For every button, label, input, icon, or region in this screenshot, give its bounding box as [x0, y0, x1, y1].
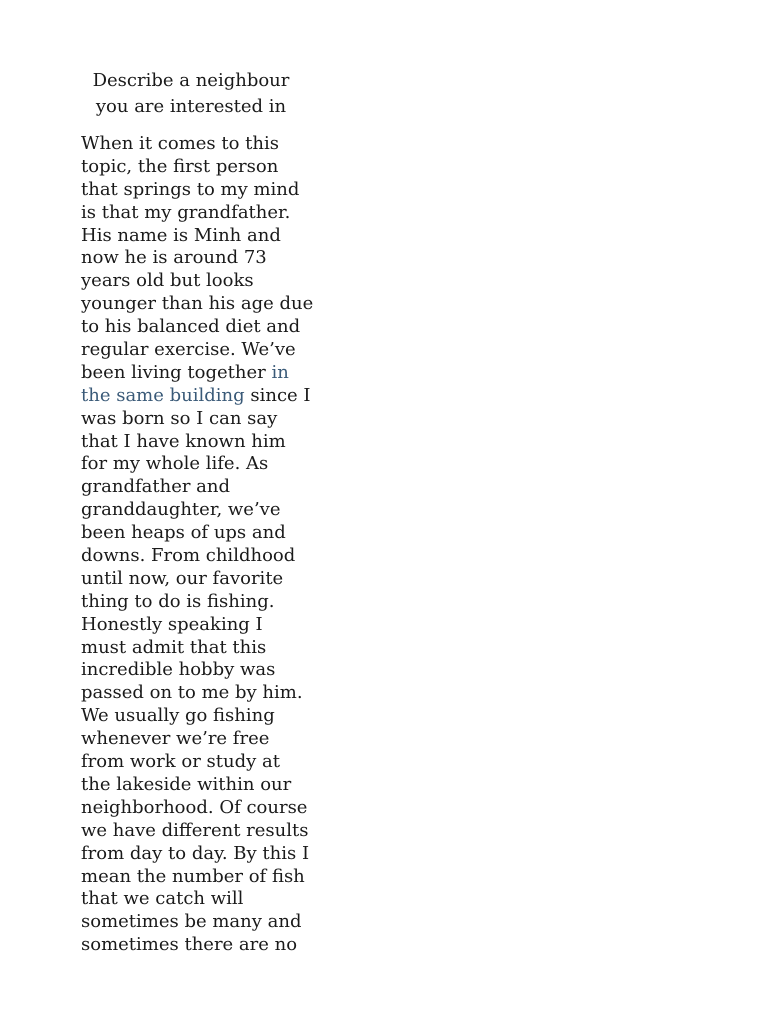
text-segment: thing to do is fishing. — [81, 590, 275, 612]
text-segment: is that my grandfather. — [81, 201, 291, 223]
text-line — [81, 820, 311, 843]
text-segment: to his balanced diet and — [81, 316, 301, 338]
text-line — [81, 499, 311, 522]
text-line — [81, 705, 311, 728]
text-segment: must admit that this — [81, 636, 267, 658]
text-line — [81, 247, 311, 270]
text-segment: was born so I can say — [81, 407, 278, 429]
text-line — [81, 339, 311, 362]
text-line — [81, 522, 311, 545]
text-segment: been living together — [81, 361, 272, 383]
text-segment: that springs to my mind — [81, 178, 300, 200]
text-segment: granddaughter, we’ve — [81, 499, 281, 521]
text-line — [81, 728, 311, 751]
text-line — [81, 385, 311, 408]
text-line — [81, 751, 311, 774]
text-line — [81, 797, 311, 820]
text-line — [81, 133, 311, 156]
text-segment: until now, our favorite — [81, 567, 284, 589]
text-line — [81, 202, 311, 225]
text-line — [81, 843, 311, 866]
text-segment: passed on to me by him. — [81, 682, 303, 704]
text-segment: downs. From childhood — [81, 545, 296, 567]
text-segment: incredible hobby was — [81, 659, 276, 681]
highlighted-phrase: in — [271, 361, 289, 383]
text-segment: neighborhood. Of course — [81, 796, 308, 818]
text-line — [81, 270, 311, 293]
text-line — [81, 225, 311, 248]
text-segment: grandfather and — [81, 476, 231, 498]
text-line — [81, 476, 311, 499]
essay-body — [81, 133, 314, 957]
text-segment: topic, the first person — [81, 155, 279, 177]
text-segment: When it comes to this — [81, 133, 279, 154]
text-line — [81, 156, 311, 179]
text-line — [81, 911, 311, 934]
text-segment: sometimes there are no — [81, 934, 298, 956]
text-line — [81, 293, 314, 316]
text-segment: regular exercise. We’ve — [81, 339, 296, 361]
text-segment: We usually go fishing — [81, 705, 275, 727]
text-line — [81, 316, 311, 339]
text-segment: we have different results — [81, 819, 309, 841]
text-line — [81, 659, 311, 682]
text-line — [81, 934, 311, 957]
title-line: Describe a neighbour — [92, 70, 290, 91]
text-segment: years old but looks — [81, 270, 254, 292]
text-segment: that I have known him — [81, 430, 286, 452]
title-line: you are interested in — [95, 96, 287, 117]
text-line — [81, 179, 311, 202]
text-segment: for my whole life. As — [81, 453, 269, 475]
text-line — [81, 408, 311, 431]
text-line — [81, 431, 311, 454]
highlighted-phrase: the same building — [81, 384, 245, 406]
text-line — [81, 453, 311, 476]
text-segment: since I — [244, 384, 311, 406]
text-line — [81, 682, 311, 705]
text-line — [81, 545, 311, 568]
text-segment: from work or study at — [81, 751, 280, 773]
text-segment: the lakeside within our — [81, 773, 292, 795]
text-segment: sometimes be many and — [81, 911, 302, 933]
text-line — [81, 637, 311, 660]
text-segment: that we catch will — [81, 888, 244, 910]
text-segment: His name is Minh and — [81, 224, 281, 246]
text-line — [81, 888, 311, 911]
text-segment: Honestly speaking I — [81, 613, 263, 635]
text-line — [81, 614, 311, 637]
text-line — [81, 568, 311, 591]
text-line — [81, 591, 311, 614]
text-line — [81, 362, 311, 385]
text-segment: younger than his age due — [81, 293, 314, 315]
document-title — [81, 68, 301, 120]
text-segment: from day to day. By this I — [81, 842, 310, 864]
text-segment: now he is around 73 — [81, 247, 267, 269]
text-line — [81, 866, 311, 889]
text-segment: been heaps of ups and — [81, 522, 286, 544]
text-segment: mean the number of fish — [81, 865, 305, 887]
text-segment: whenever we’re free — [81, 728, 270, 750]
text-line — [81, 774, 311, 797]
